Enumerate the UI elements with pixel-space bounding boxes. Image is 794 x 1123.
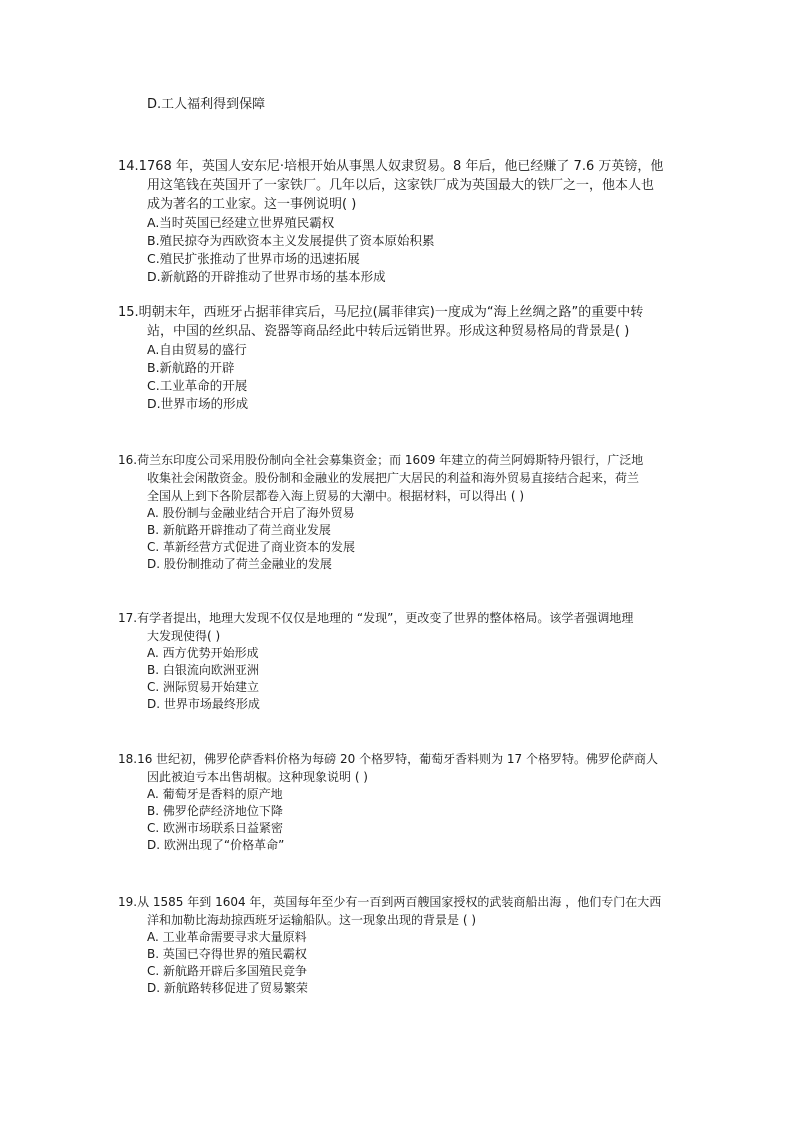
option-a[interactable]: A.当时英国已经建立世界殖民霸权: [147, 215, 335, 230]
question-19: [118, 893, 708, 997]
option-a[interactable]: A.自由贸易的盛行: [147, 342, 247, 357]
option-d[interactable]: D. 世界市场最终形成: [147, 697, 260, 711]
question-18: [118, 750, 708, 854]
question-stem-line: 因此被迫亏本出售胡椒。这种现象说明 ( ): [147, 770, 368, 784]
previous-question-option-d: D.工人福利得到保障: [147, 97, 266, 112]
option-c[interactable]: C. 革新经营方式促进了商业资本的发展: [147, 540, 356, 554]
option-c[interactable]: C. 新航路开辟后多国殖民竞争: [147, 964, 308, 978]
question-stem-line: 成为著名的工业家。这一事例说明( ): [147, 197, 357, 212]
option-d[interactable]: D.新航路的开辟推动了世界市场的基本形成: [147, 269, 386, 284]
option-a[interactable]: A. 葡萄牙是香料的原产地: [147, 787, 283, 801]
question-stem-line: 14.1768 年，英国人安东尼·培根开始从事黑人奴隶贸易。8 年后，他已经赚了 7.6 万英镑，他: [118, 159, 664, 174]
question-stem-line: 19.从 1585 年到 1604 年，英国每年至少有一百到两百艘国家授权的武装商船出海 ，他们专门在大西: [118, 895, 662, 909]
option-c[interactable]: C.工业革命的开展: [147, 378, 248, 393]
option-a[interactable]: A. 股份制与金融业结合开启了海外贸易: [147, 506, 355, 520]
question-14: [118, 157, 708, 286]
option-b[interactable]: B. 白银流向欧洲亚洲: [147, 663, 259, 677]
option-c[interactable]: C. 洲际贸易开始建立: [147, 680, 260, 694]
question-15: [118, 303, 708, 413]
question-stem-line: 17.有学者提出，地理大发现不仅仅是地理的 “发现”，更改变了世界的整体格局。该学者强调地理: [118, 611, 634, 625]
question-stem-line: 洋和加勒比海劫掠西班牙运输船队。这一现象出现的背景是 ( ): [147, 913, 476, 927]
option-d[interactable]: D. 欧洲出现了“价格革命”: [147, 838, 285, 852]
option-c[interactable]: C.殖民扩张推动了世界市场的迅速拓展: [147, 251, 360, 266]
option-d[interactable]: D. 股份制推动了荷兰金融业的发展: [147, 557, 332, 571]
question-stem-line: 收集社会闲散资金。股份制和金融业的发展把广大居民的利益和海外贸易直接结合起来，荷兰: [147, 471, 640, 485]
question-stem-line: 大发现使得( ): [147, 629, 221, 643]
option-d[interactable]: D. 新航路转移促进了贸易繁荣: [147, 981, 308, 995]
question-stem-line: 站，中国的丝织品、瓷器等商品经此中转后远销世界。形成这种贸易格局的背景是( ): [147, 324, 630, 339]
option-d[interactable]: D.世界市场的形成: [147, 396, 249, 411]
option-c[interactable]: C. 欧洲市场联系日益紧密: [147, 821, 284, 835]
question-stem-line: 18.16 世纪初，佛罗伦萨香料价格为每磅 20 个格罗特，葡萄牙香料则为 17 个格罗特。佛罗伦萨商人: [118, 752, 658, 766]
option-b[interactable]: B. 佛罗伦萨经济地位下降: [147, 804, 283, 818]
question-stem-line: 全国从上到下各阶层都卷入海上贸易的大潮中。根据材料，可以得出 ( ): [147, 489, 524, 503]
question-stem-line: 用这笔钱在英国开了一家铁厂。几年以后，这家铁厂成为英国最大的铁厂之一，他本人也: [147, 178, 655, 193]
option-b[interactable]: B.殖民掠夺为西欧资本主义发展提供了资本原始积累: [147, 233, 435, 248]
option-a[interactable]: A. 工业革命需要寻求大量原料: [147, 930, 307, 944]
question-stem-line: 16.荷兰东印度公司采用股份制向全社会募集资金；而 1609 年建立的荷兰阿姆斯特丹银行，广泛地: [118, 453, 644, 467]
question-stem-line: 15.明朝末年，西班牙占据菲律宾后，马尼拉(属菲律宾)一度成为“海上丝绸之路”的重要中转: [118, 305, 644, 320]
option-b[interactable]: B.新航路的开辟: [147, 360, 235, 375]
question-16: [118, 451, 708, 573]
option-a[interactable]: A. 西方优势开始形成: [147, 646, 259, 660]
option-b[interactable]: B. 新航路开辟推动了荷兰商业发展: [147, 523, 331, 537]
question-17: [118, 609, 708, 713]
option-b[interactable]: B. 英国已夺得世界的殖民霸权: [147, 947, 307, 961]
